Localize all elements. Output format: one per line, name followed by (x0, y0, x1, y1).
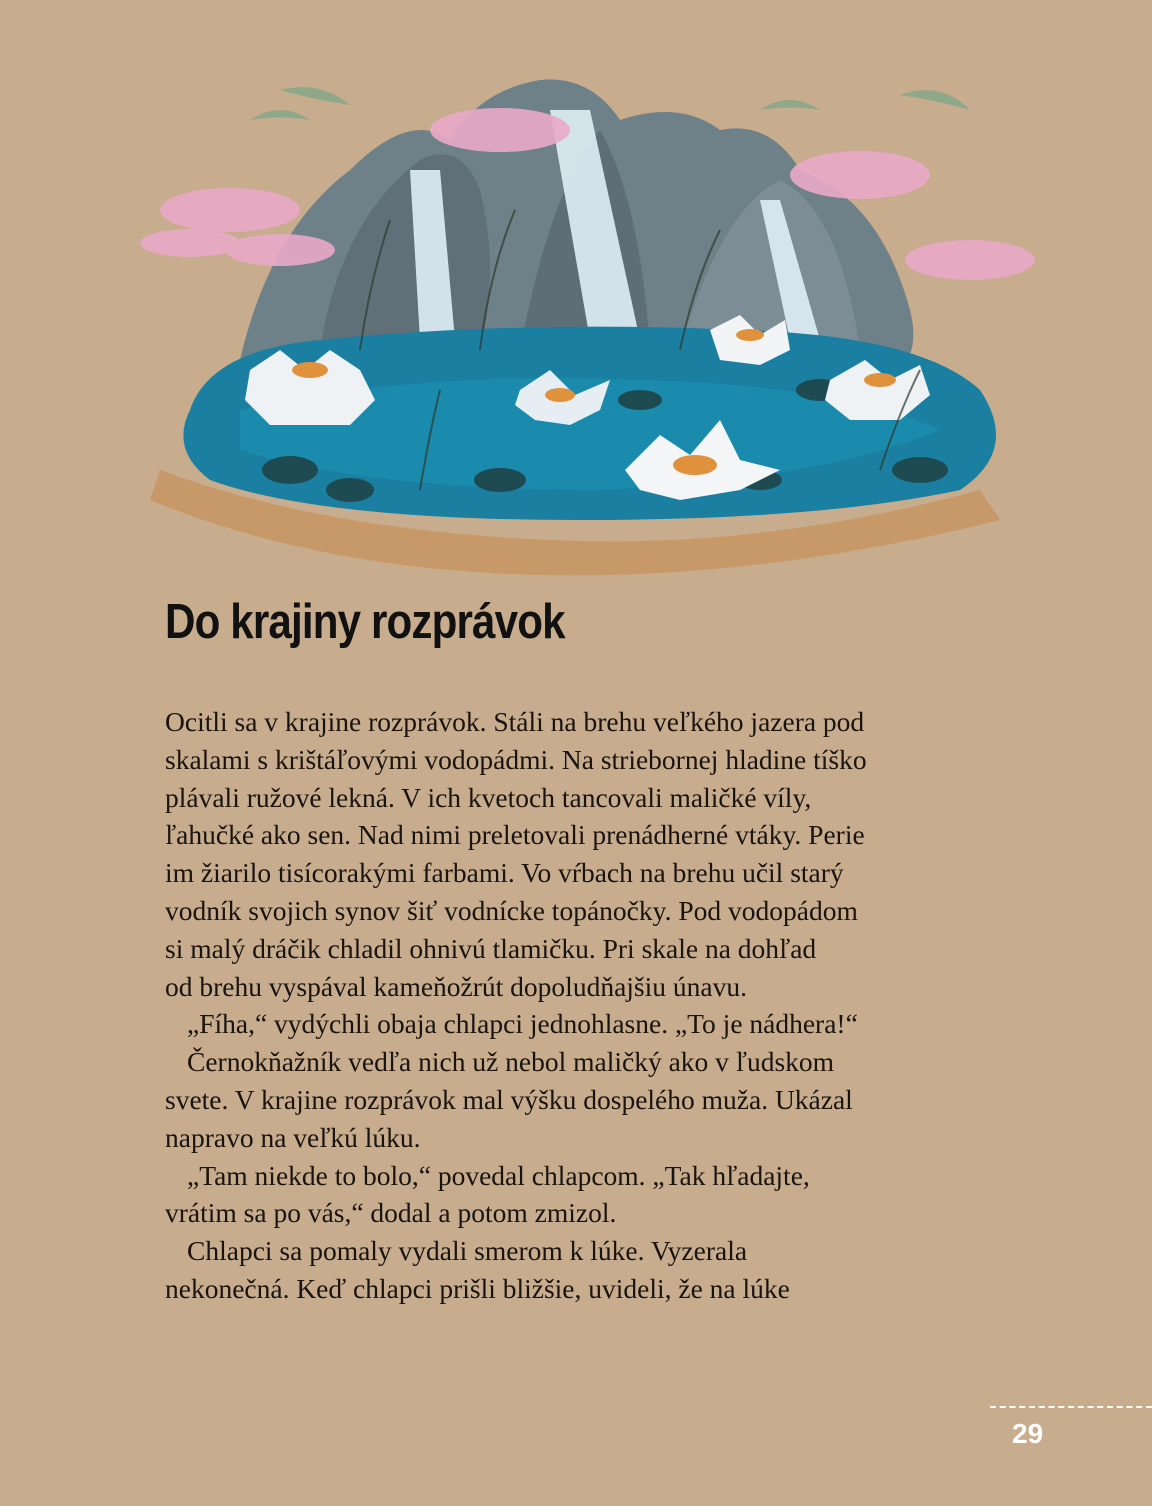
text-line: ľahučké ako sen. Nad nimi preletovali prenádherné vtáky. Perie (165, 819, 865, 851)
text-line: Černokňažník vedľa nich už nebol maličký ako v ľudskom (187, 1046, 835, 1078)
text-line: svete. V krajine rozprávok mal výšku dospelého muža. Ukázal (165, 1083, 853, 1115)
lake-illustration (120, 50, 1040, 590)
chapter-title: Do krajiny rozprávok (165, 595, 565, 649)
text-line: si malý dráčik chladil ohnivú tlamičku. Pri skale na dohľad (165, 932, 817, 964)
text-line: skalami s krištáľovými vodopádmi. Na striebornej hladine tíško (165, 743, 867, 775)
text-line: Chlapci sa pomaly vydali smerom k lúke. Vyzerala (187, 1235, 748, 1267)
text-line: vodník svojich synov šiť vodnícke topánočky. Pod vodopádom (165, 894, 858, 926)
text-line: im žiarilo tisícorakými farbami. Vo vŕbach na brehu učil starý (165, 857, 844, 889)
text-line: nekonečná. Keď chlapci prišli bližšie, uvideli, že na lúke (165, 1272, 790, 1304)
text-line: Ocitli sa v krajine rozprávok. Stáli na brehu veľkého jazera pod (165, 706, 865, 737)
footer-dashed-rule (990, 1406, 1152, 1408)
text-line: od brehu vyspával kameňožrút dopoludňajšiu únavu. (165, 970, 747, 1002)
body-text (165, 703, 995, 1308)
text-line: plávali ružové lekná. V ich kvetoch tancovali maličké víly, (165, 781, 812, 813)
text-line: napravo na veľkú lúku. (165, 1121, 421, 1153)
text-line: „Fíha,“ vydýchli obaja chlapci jednohlasne. „To je nádhera!“ (187, 1008, 858, 1040)
text-line: vrátim sa po vás,“ dodal a potom zmizol. (165, 1197, 617, 1229)
text-line: „Tam niekde to bolo,“ povedal chlapcom. „Tak hľadajte, (187, 1159, 810, 1191)
page-number: 29 (1012, 1418, 1044, 1449)
